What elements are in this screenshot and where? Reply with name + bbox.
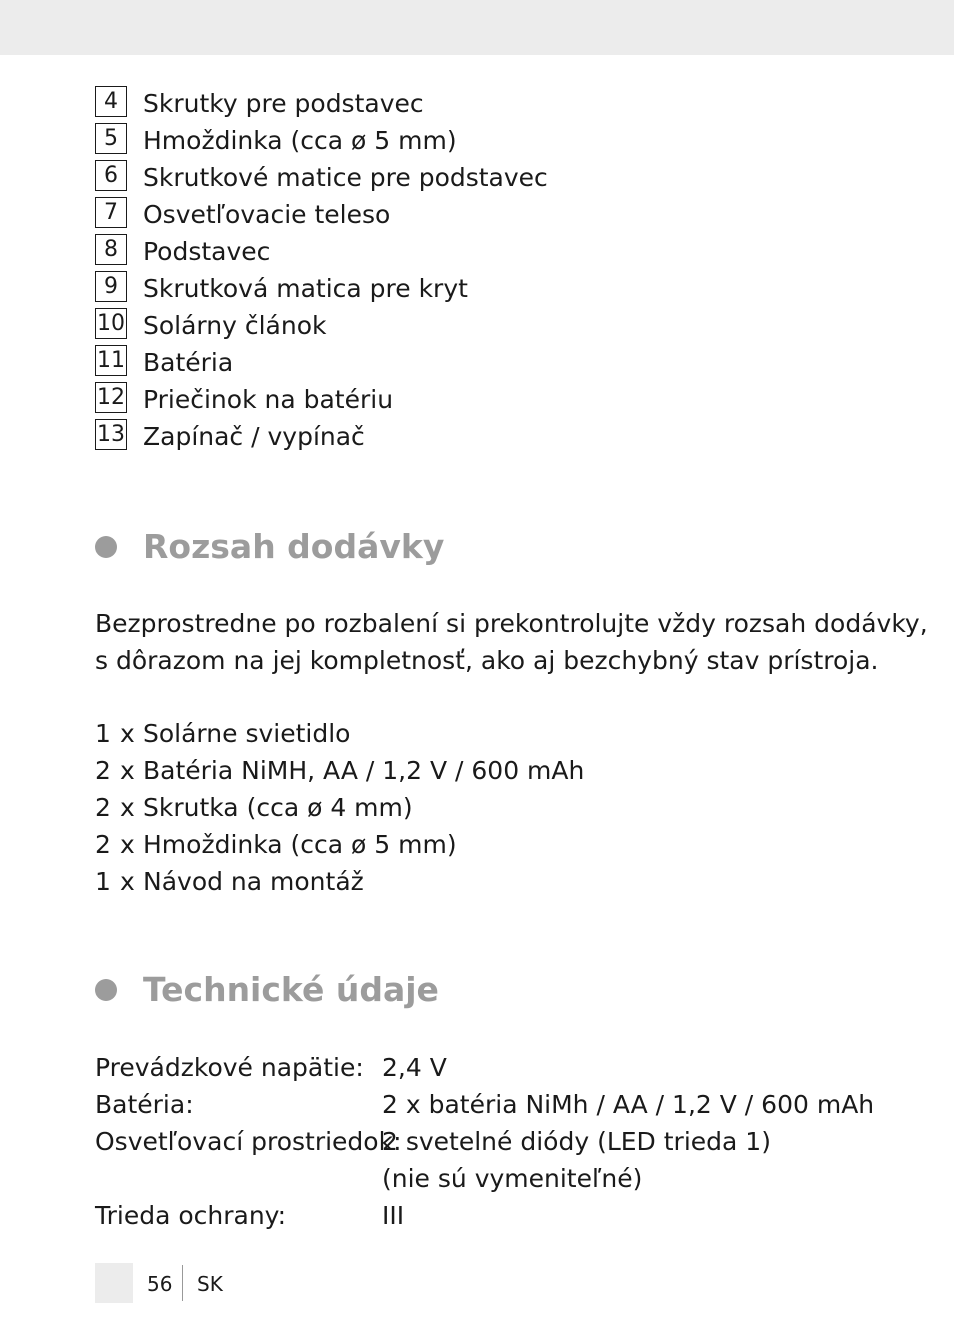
section-title: Technické údaje xyxy=(143,970,439,1009)
part-number-box: 4 xyxy=(95,86,127,117)
language-code: SK xyxy=(197,1272,223,1296)
part-number-box: 7 xyxy=(95,197,127,228)
item-multiplier: x xyxy=(120,719,135,748)
spec-value: III xyxy=(382,1201,405,1230)
part-label: Solárny článok xyxy=(143,311,327,340)
item-quantity: 2 xyxy=(95,756,111,785)
footer-tab xyxy=(95,1263,133,1303)
footer-divider xyxy=(182,1265,183,1301)
part-label: Skrutkové matice pre podstavec xyxy=(143,163,548,192)
part-number-box: 12 xyxy=(95,382,127,413)
item-name: Hmoždinka (cca ø 5 mm) xyxy=(143,830,457,859)
spec-value: (nie sú vymeniteľné) xyxy=(382,1164,643,1193)
part-number-box: 8 xyxy=(95,234,127,265)
paragraph-line: Bezprostredne po rozbalení si prekontrolujte vždy rozsah dodávky, xyxy=(95,609,928,638)
scope-intro-paragraph xyxy=(95,605,928,679)
item-quantity: 1 xyxy=(95,719,111,748)
item-multiplier: x xyxy=(120,756,135,785)
part-label: Zapínač / vypínač xyxy=(143,422,365,451)
item-multiplier: x xyxy=(120,830,135,859)
part-number-box: 13 xyxy=(95,419,127,450)
part-label: Batéria xyxy=(143,348,234,377)
part-number-box: 11 xyxy=(95,345,127,376)
spec-key: Prevádzkové napätie: xyxy=(95,1053,364,1082)
part-number-box: 5 xyxy=(95,123,127,154)
part-number-box: 6 xyxy=(95,160,127,191)
paragraph-line: s dôrazom na jej kompletnosť, ako aj bezchybný stav prístroja. xyxy=(95,646,879,675)
bullet-icon xyxy=(95,979,117,1001)
part-label: Osvetľovacie teleso xyxy=(143,200,391,229)
item-multiplier: x xyxy=(120,793,135,822)
spec-value: 2,4 V xyxy=(382,1053,447,1082)
item-name: Skrutka (cca ø 4 mm) xyxy=(143,793,413,822)
part-number-box: 10 xyxy=(95,308,127,339)
part-number-box: 9 xyxy=(95,271,127,302)
spec-key: Trieda ochrany: xyxy=(95,1201,287,1230)
item-quantity: 2 xyxy=(95,793,111,822)
item-name: Návod na montáž xyxy=(143,867,364,896)
item-name: Solárne svietidlo xyxy=(143,719,351,748)
part-label: Podstavec xyxy=(143,237,271,266)
spec-value: 2 svetelné diódy (LED trieda 1) xyxy=(382,1127,771,1156)
item-name: Batéria NiMH, AA / 1,2 V / 600 mAh xyxy=(143,756,585,785)
part-label: Priečinok na batériu xyxy=(143,385,394,414)
item-multiplier: x xyxy=(120,867,135,896)
spec-value: 2 x batéria NiMh / AA / 1,2 V / 600 mAh xyxy=(382,1090,875,1119)
page-header-bar xyxy=(0,0,954,55)
item-quantity: 1 xyxy=(95,867,111,896)
part-label: Skrutková matica pre kryt xyxy=(143,274,468,303)
part-label: Skrutky pre podstavec xyxy=(143,89,424,118)
part-label: Hmoždinka (cca ø 5 mm) xyxy=(143,126,457,155)
spec-key: Batéria: xyxy=(95,1090,194,1119)
spec-key: Osvetľovací prostriedok: xyxy=(95,1127,402,1156)
bullet-icon xyxy=(95,536,117,558)
item-quantity: 2 xyxy=(95,830,111,859)
page-number: 56 xyxy=(147,1272,173,1296)
section-title: Rozsah dodávky xyxy=(143,527,445,566)
